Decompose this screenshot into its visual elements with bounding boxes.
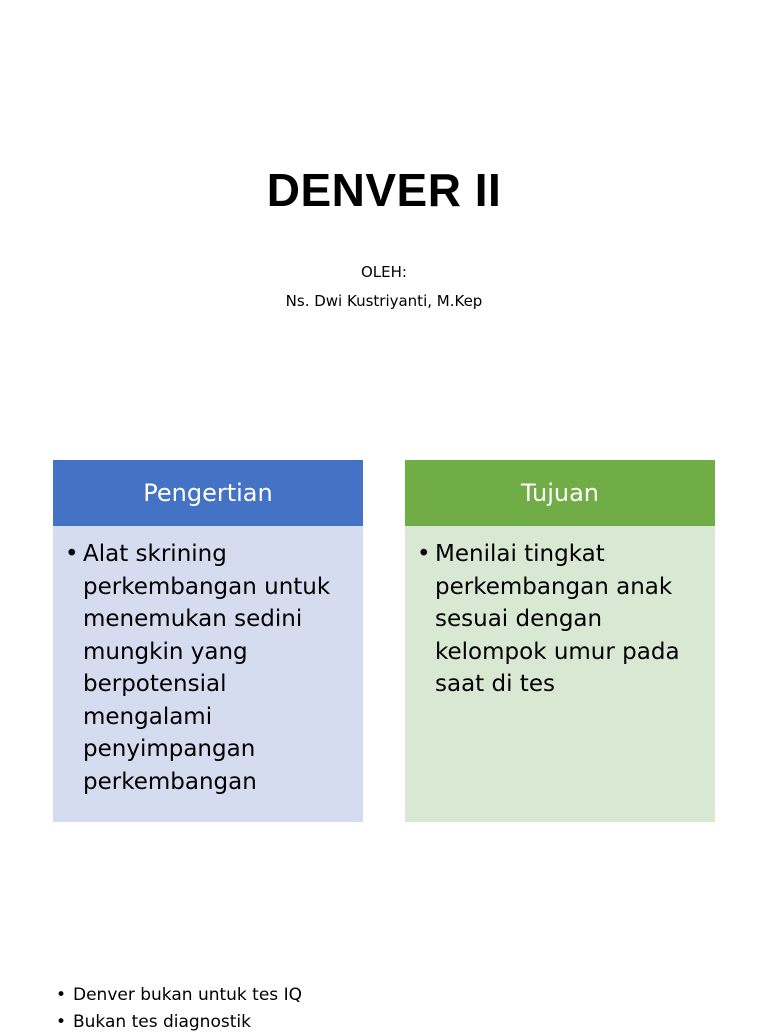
list-item <box>56 1009 736 1036</box>
author-name: Ns. Dwi Kustriyanti, M.Kep <box>285 292 483 310</box>
byline <box>0 258 768 316</box>
card-body <box>405 526 715 701</box>
notes-list <box>56 982 736 1036</box>
bullet-icon: • <box>56 1012 67 1032</box>
card-heading: Pengertian <box>53 460 363 526</box>
byline-label: OLEH: <box>361 263 407 281</box>
card-tujuan <box>405 460 715 822</box>
slide-title: DENVER II <box>266 164 502 216</box>
card-body <box>53 526 363 798</box>
note-text: Bukan tes diagnostik <box>73 1012 251 1032</box>
card-text: Menilai tingkat perkembangan anak sesuai dengan kelompok umur pada saat di tes <box>435 541 680 697</box>
bullet-icon: • <box>65 541 79 567</box>
bullet-icon: • <box>56 985 67 1005</box>
card-text: Alat skrining perkembangan untuk menemukan sedini mungkin yang berpotensial mengalami penyimpangan perkembangan <box>83 541 331 795</box>
bullet-icon: • <box>417 541 431 567</box>
card-heading: Tujuan <box>405 460 715 526</box>
note-text: Denver bukan untuk tes IQ <box>73 985 302 1005</box>
list-item <box>56 982 736 1009</box>
card-pengertian <box>53 460 363 822</box>
